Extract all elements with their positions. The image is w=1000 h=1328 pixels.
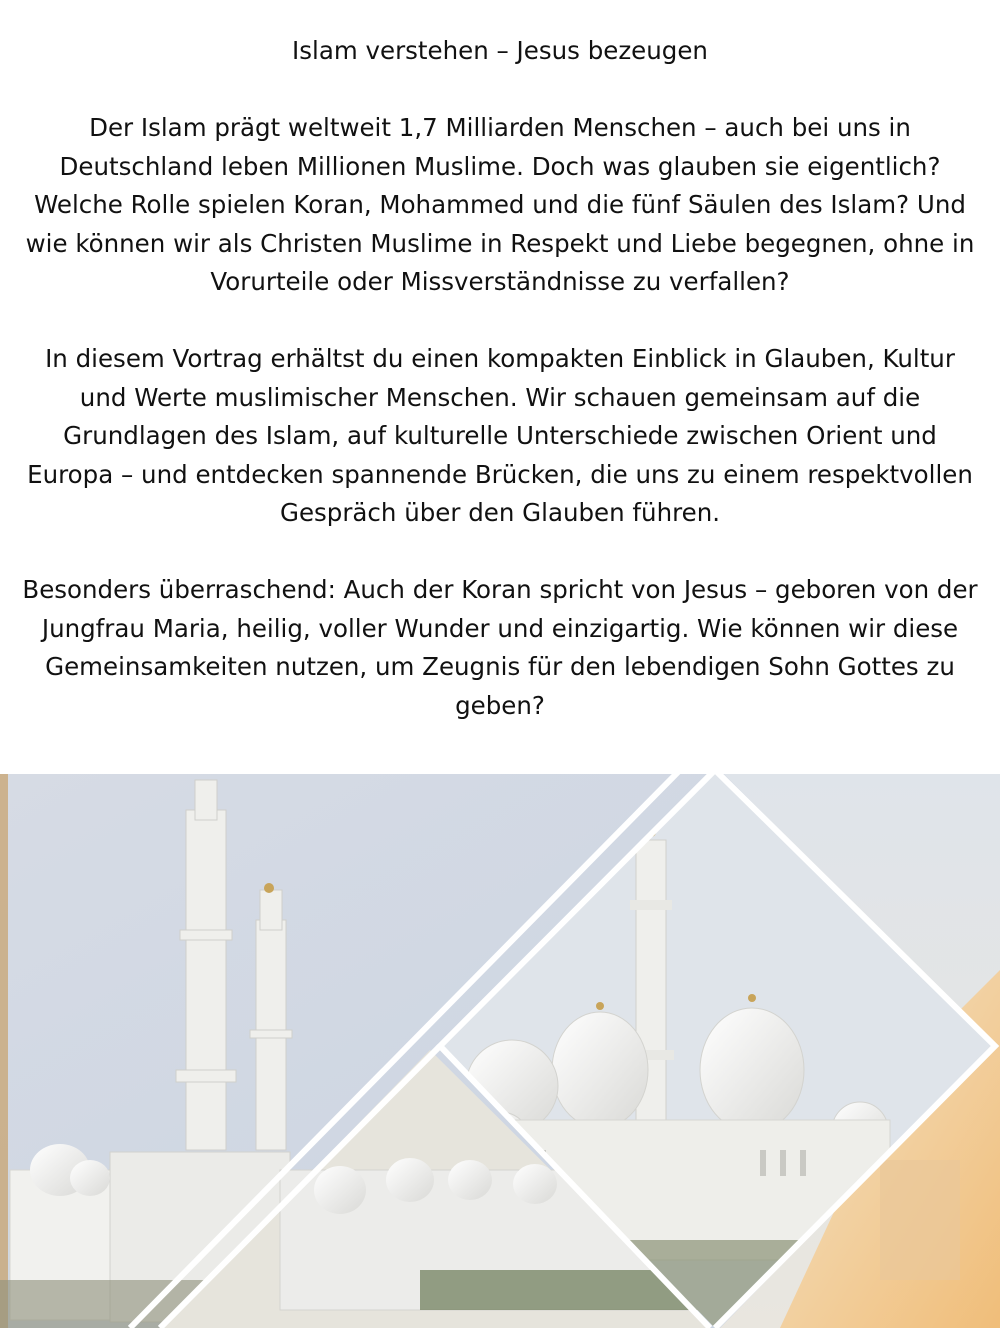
page-title: Islam verstehen – Jesus bezeugen <box>292 36 708 65</box>
text-content <box>20 32 980 764</box>
paragraph-koran-jesus: Besonders überraschend: Auch der Koran spricht von Jesus – geboren von der Jungfrau Maria, heilig, voller Wunder und einzigartig. Wie können wir diese Gemeinsamkeiten nutzen, um Zeugnis für den lebendigen Sohn Gottes zu geben? <box>22 575 978 720</box>
paragraph-intro: Der Islam prägt weltweit 1,7 Milliarden Menschen – auch bei uns in Deutschland leben Millionen Muslime. Doch was glauben sie eigentlich? Welche Rolle spielen Koran, Mohammed und die fünf Säulen des Islam? Und wie können wir als Christen Muslime in Respekt und Liebe begegnen, ohne in Vorurteile oder Missverständnisse zu verfallen? <box>25 113 975 296</box>
paragraph-lecture: In diesem Vortrag erhältst du einen kompakten Einblick in Glauben, Kultur und Werte muslimischer Menschen. Wir schauen gemeinsam auf die Grundlagen des Islam, auf kulturelle Unterschiede zwischen Orient und Europa – und entdecken spannende Brücken, die uns zu einem respektvollen Gespräch über den Glauben führen. <box>27 344 973 527</box>
mosque-photo-collage <box>0 770 1000 1328</box>
